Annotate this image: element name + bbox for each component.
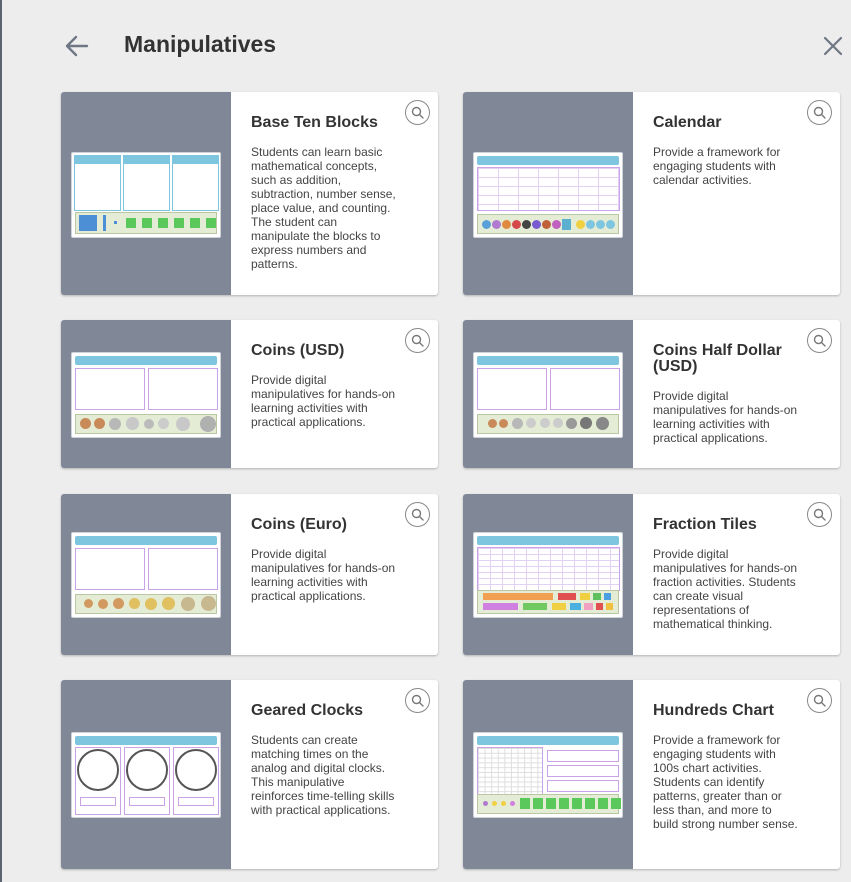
card-description: Provide digital manipulatives for hands-on learning activities with practical applications. <box>251 373 396 429</box>
manipulative-card-fraction-tiles[interactable] <box>463 494 840 655</box>
preview-zoom-button[interactable] <box>405 502 430 527</box>
close-icon <box>820 33 846 59</box>
manipulative-card-hundreds-chart[interactable] <box>463 680 840 869</box>
close-button[interactable] <box>820 33 846 59</box>
arrow-left-icon <box>62 30 94 62</box>
magnifier-icon <box>813 508 826 521</box>
magnifier-icon <box>411 508 424 521</box>
preview-image <box>71 732 221 818</box>
card-thumbnail <box>61 494 231 655</box>
preview-image <box>473 152 623 238</box>
magnifier-icon <box>813 106 826 119</box>
magnifier-icon <box>813 334 826 347</box>
card-thumbnail <box>463 680 633 869</box>
preview-zoom-button[interactable] <box>405 100 430 125</box>
card-description: Provide a framework for engaging students with calendar activities. <box>653 145 781 187</box>
card-title: Hundreds Chart <box>653 702 774 719</box>
preview-image <box>71 152 221 238</box>
magnifier-icon <box>411 106 424 119</box>
card-description: Provide digital manipulatives for hands-on learning activities with practical applications. <box>653 389 798 445</box>
preview-image <box>473 732 623 818</box>
card-title: Base Ten Blocks <box>251 114 378 131</box>
card-thumbnail <box>61 320 231 468</box>
magnifier-icon <box>411 694 424 707</box>
card-description: Provide digital manipulatives for hands-on fraction activities. Students can create visual representations of mathematical thinking. <box>653 547 798 631</box>
magnifier-icon <box>411 334 424 347</box>
card-thumbnail <box>463 494 633 655</box>
card-thumbnail <box>61 680 231 869</box>
manipulative-card-coins-usd[interactable] <box>61 320 438 468</box>
preview-zoom-button[interactable] <box>807 328 832 353</box>
card-thumbnail <box>61 92 231 295</box>
card-title: Coins (USD) <box>251 342 345 359</box>
card-title: Coins (Euro) <box>251 516 347 533</box>
preview-zoom-button[interactable] <box>807 502 832 527</box>
card-title: Fraction Tiles <box>653 516 757 533</box>
left-edge-divider <box>0 0 2 882</box>
card-description: Students can learn basic mathematical concepts, such as addition, subtraction, number sense, place value, and counting. The student can manipulate the blocks to express numbers and patterns. <box>251 145 396 271</box>
preview-zoom-button[interactable] <box>807 688 832 713</box>
preview-image <box>71 352 221 438</box>
card-thumbnail <box>463 320 633 468</box>
preview-zoom-button[interactable] <box>807 100 832 125</box>
manipulative-card-coins-half-dollar[interactable] <box>463 320 840 468</box>
page-title: Manipulatives <box>124 31 277 57</box>
header <box>0 0 851 92</box>
card-thumbnail <box>463 92 633 295</box>
magnifier-icon <box>813 694 826 707</box>
preview-zoom-button[interactable] <box>405 328 430 353</box>
card-title: Calendar <box>653 114 722 131</box>
manipulative-card-calendar[interactable] <box>463 92 840 295</box>
card-title: Geared Clocks <box>251 702 364 719</box>
preview-image <box>71 532 221 618</box>
manipulative-card-coins-euro[interactable] <box>61 494 438 655</box>
manipulative-card-geared-clocks[interactable] <box>61 680 438 869</box>
card-description: Students can create matching times on the analog and digital clocks. This manipulative reinforces time-telling skills with practical applications. <box>251 733 395 817</box>
back-button[interactable] <box>62 30 94 62</box>
manipulative-card-base-ten-blocks[interactable] <box>61 92 438 295</box>
card-description: Provide a framework for engaging students with 100s chart activities. Students can identify patterns, greater than or less than, and more to build strong number sense. <box>653 733 798 831</box>
card-title: Coins Half Dollar (USD) <box>653 342 782 375</box>
card-description: Provide digital manipulatives for hands-on learning activities with practical applications. <box>251 547 396 603</box>
preview-zoom-button[interactable] <box>405 688 430 713</box>
preview-image <box>473 532 623 618</box>
preview-image <box>473 352 623 438</box>
